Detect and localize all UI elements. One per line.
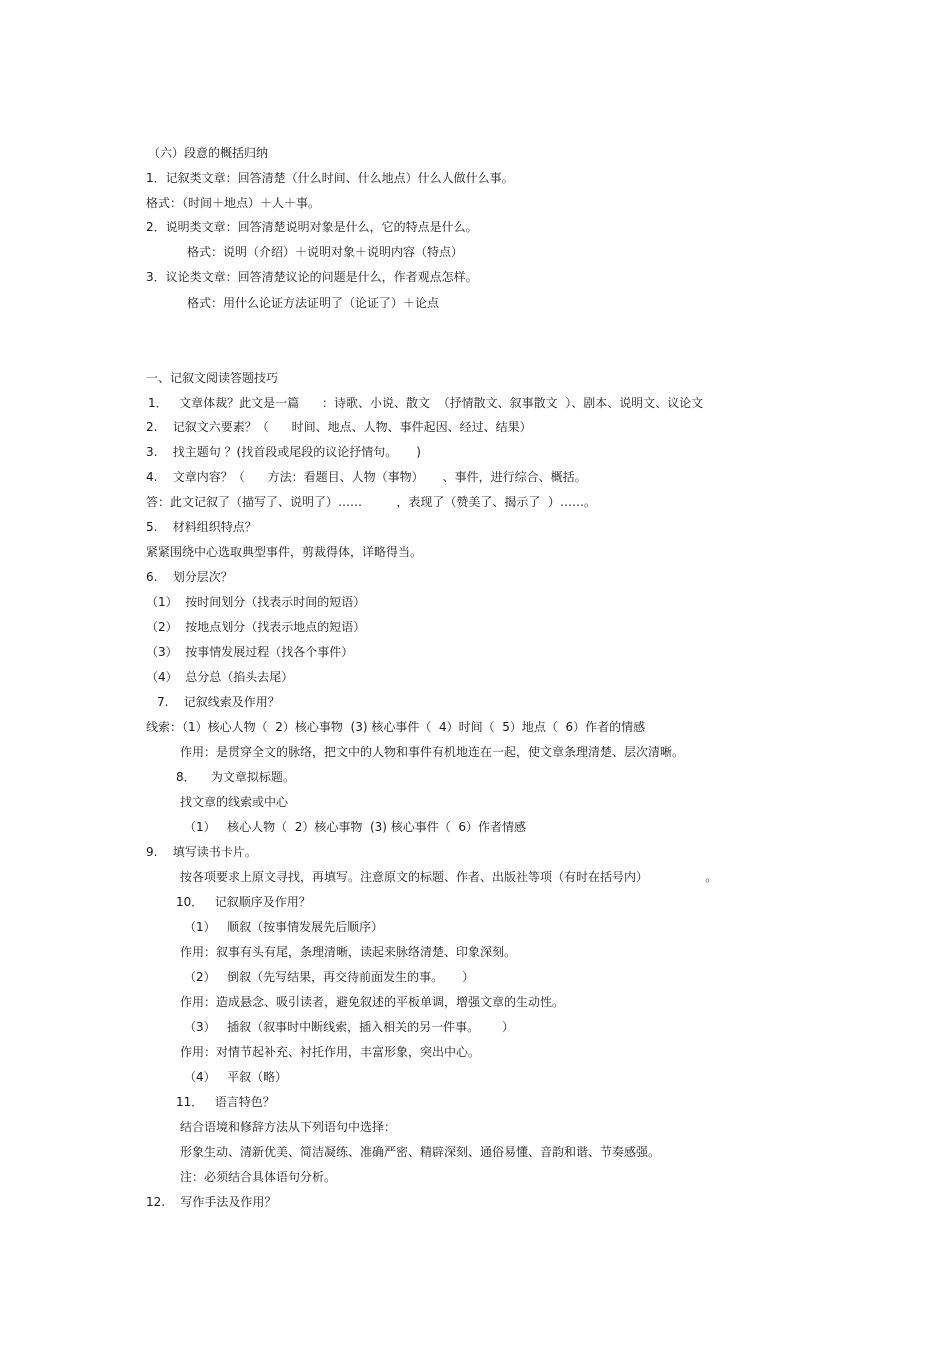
narrative-line-14: 线索：（1）核心人物（ 2）核心事物 (3) 核心事件（ 4）时间（ 5）地点（ 6）作者的情感: [146, 720, 646, 734]
narrative-line-2: 2. 记叙文六要素？（ 时间、地点、人物、事件起因、经过、结果）: [146, 420, 532, 434]
narrative-line-17: 找文章的线索或中心: [180, 795, 289, 809]
narrative-line-6: 5. 材料组织特点？: [146, 520, 257, 534]
narrative-line-18: （1） 核心人物（ 2）核心事物 (3) 核心事件（ 6）作者情感: [184, 820, 527, 834]
section-six-item-5: 3．议论类文章：回答清楚议论的问题是什么，作者观点怎样。: [146, 270, 478, 284]
narrative-line-10: （2） 按地点划分（找表示地点的短语）: [146, 620, 366, 634]
narrative-line-22: （1） 顺叙（按事情发展先后顺序）: [184, 920, 384, 934]
narrative-line-29: 11． 语言特色？: [176, 1095, 275, 1109]
narrative-line-27: 作用：对情节起补充、衬托作用，丰富形象，突出中心。: [180, 1045, 481, 1059]
section-six-title: （六）段意的概括归纳: [148, 146, 269, 160]
narrative-line-25: 作用：造成悬念、吸引读者，避免叙述的平板单调，增强文章的生动性。: [180, 995, 565, 1009]
narrative-line-3: 3. 找主题句 ？(找首段或尾段的议论抒情句。 ): [146, 445, 421, 459]
narrative-line-30: 结合语境和修辞方法从下列语句中选择：: [180, 1120, 397, 1134]
narrative-line-24: （2） 倒叙（先写结果，再交待前面发生的事。 ）: [184, 970, 475, 984]
narrative-line-7: 紧紧围绕中心选取典型事件，剪裁得体，详略得当。: [146, 545, 423, 559]
narrative-line-5: 答：此文记叙了（描写了、说明了）…… ，表现了（赞美了、揭示了 ）……。: [146, 495, 596, 509]
narrative-line-26: （3） 插叙（叙事时中断线索，插入相关的另一件事。 ）: [184, 1020, 514, 1034]
narrative-line-4: 4. 文章内容？（ 方法：看题目、人物（事物） 、事件，进行综合、概括。: [146, 470, 587, 484]
narrative-line-23: 作用：叙事有头有尾，条理清晰，读起来脉络清楚、印象深刻。: [180, 945, 517, 959]
narrative-line-31: 形象生动、清新优美、简洁凝练、准确严密、精辟深刻、通俗易懂、音韵和谐、节奏感强。: [180, 1145, 661, 1159]
narrative-line-11: （3） 按事情发展过程（找各个事件）: [146, 645, 354, 659]
narrative-line-33: 12. 写作手法及作用？: [146, 1195, 277, 1209]
narrative-line-32: 注：必须结合具体语句分析。: [180, 1170, 337, 1184]
narrative-line-13: 7. 记叙线索及作用？: [157, 695, 280, 709]
section-six-item-3: 2．说明类文章：回答清楚说明对象是什么，它的特点是什么。: [146, 220, 478, 234]
section-six-item-2: 格式：（时间＋地点）＋人＋事。: [146, 196, 321, 210]
section-six-item-4: 格式：说明（介绍）＋说明对象＋说明内容（特点）: [187, 245, 464, 259]
narrative-line-1: 1． 文章体裁？此文是一篇 ：诗歌、小说、散文 （抒情散文、叙事散文 ）、剧本、说明文、议论文: [148, 396, 704, 410]
section-six-item-6: 格式：用什么论证方法证明了（论证了）＋论点: [187, 296, 440, 310]
narrative-line-12: （4） 总分总（掐头去尾）: [146, 670, 294, 684]
narrative-line-8: 6. 划分层次？: [146, 570, 233, 584]
narrative-line-15: 作用：是贯穿全文的脉络，把文中的人物和事件有机地连在一起，使文章条理清楚、层次清晰。: [180, 745, 685, 759]
narrative-line-20: 按各项要求上原文寻找，再填写。注意原文的标题、作者、出版社等项（有时在括号内） 。: [180, 870, 718, 884]
narrative-line-16: 8． 为文章拟标题。: [176, 770, 295, 784]
narrative-line-28: （4） 平叙（略）: [184, 1070, 288, 1084]
section-six-item-1: 1．记叙类文章：回答清楚（什么时间、什么地点）什么人做什么事。: [146, 171, 514, 185]
narrative-title: 一、记叙文阅读答题技巧: [146, 371, 279, 385]
narrative-line-9: （1） 按时间划分（找表示时间的短语）: [146, 595, 366, 609]
narrative-line-19: 9. 填写读书卡片。: [146, 845, 257, 859]
narrative-line-21: 10． 记叙顺序及作用？: [176, 895, 311, 909]
